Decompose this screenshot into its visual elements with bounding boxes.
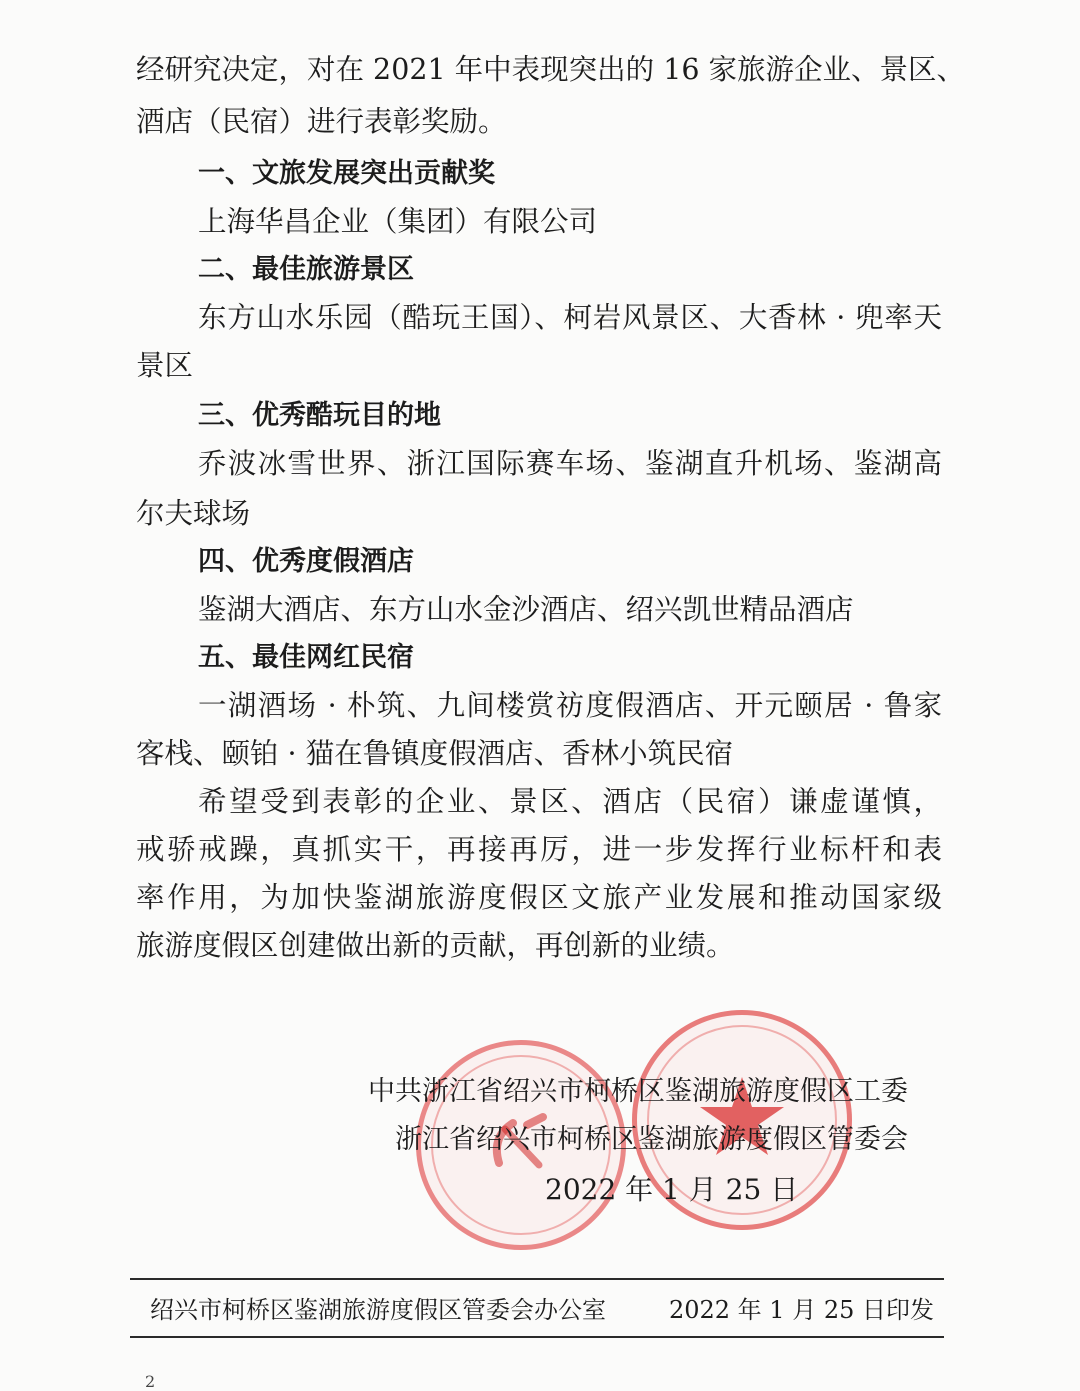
award-3-body-line-2: 尔夫球场 (136, 497, 251, 530)
closing-line-3: 率作用，为加快鉴湖旅游度假区文旅产业发展和推动国家级 (136, 881, 942, 914)
award-1-body: 上海华昌企业（集团）有限公司 (198, 205, 598, 238)
signing-org-2: 浙江省绍兴市柯桥区鉴湖旅游度假区管委会 (395, 1124, 908, 1155)
closing-line-2: 戒骄戒躁，真抓实干，再接再厉，进一步发挥行业标杆和表 (136, 833, 942, 866)
award-5-body-line-1: 一湖酒场 · 朴筑、九间楼赏祊度假酒店、开元颐居 · 鲁家 (198, 689, 942, 722)
award-5-body-line-2: 客栈、颐铂 · 猫在鲁镇度假酒店、香林小筑民宿 (136, 737, 734, 770)
heading-5: 五、最佳网红民宿 (198, 642, 414, 673)
intro-line-1: 经研究决定，对在 2021 年中表现突出的 16 家旅游企业、景区、 (136, 53, 966, 86)
award-4-body: 鉴湖大酒店、东方山水金沙酒店、绍兴凯世精品酒店 (198, 593, 854, 626)
intro-line-2: 酒店（民宿）进行表彰奖励。 (136, 105, 507, 138)
footer-top-rule (130, 1278, 944, 1280)
heading-1: 一、文旅发展突出贡献奖 (198, 158, 495, 189)
heading-3: 三、优秀酷玩目的地 (198, 400, 441, 431)
award-3-body-line-1: 乔波冰雪世界、浙江国际赛车场、鉴湖直升机场、鉴湖高 (198, 447, 942, 480)
heading-2: 二、最佳旅游景区 (198, 254, 414, 285)
award-2-body-line-2: 景区 (136, 349, 194, 382)
signing-org-1: 中共浙江省绍兴市柯桥区鉴湖旅游度假区工委 (368, 1076, 908, 1107)
award-2-body-line-1: 东方山水乐园（酷玩王国）、柯岩风景区、大香林 · 兜率天 (198, 301, 942, 334)
closing-line-1: 希望受到表彰的企业、景区、酒店（民宿）谦虚谨慎， (198, 785, 942, 818)
footer-bottom-rule (130, 1336, 944, 1338)
heading-4: 四、优秀度假酒店 (198, 546, 414, 577)
footer-issuer: 绍兴市柯桥区鉴湖旅游度假区管委会办公室 (150, 1296, 606, 1324)
signature-date: 2022 年 1 月 25 日 (545, 1173, 799, 1206)
page-number: 2 (145, 1372, 156, 1391)
closing-line-4: 旅游度假区创建做出新的贡献，再创新的业绩。 (136, 929, 735, 962)
signature-block (368, 1068, 908, 1164)
footer-issue-date: 2022 年 1 月 25 日印发 (668, 1296, 934, 1324)
